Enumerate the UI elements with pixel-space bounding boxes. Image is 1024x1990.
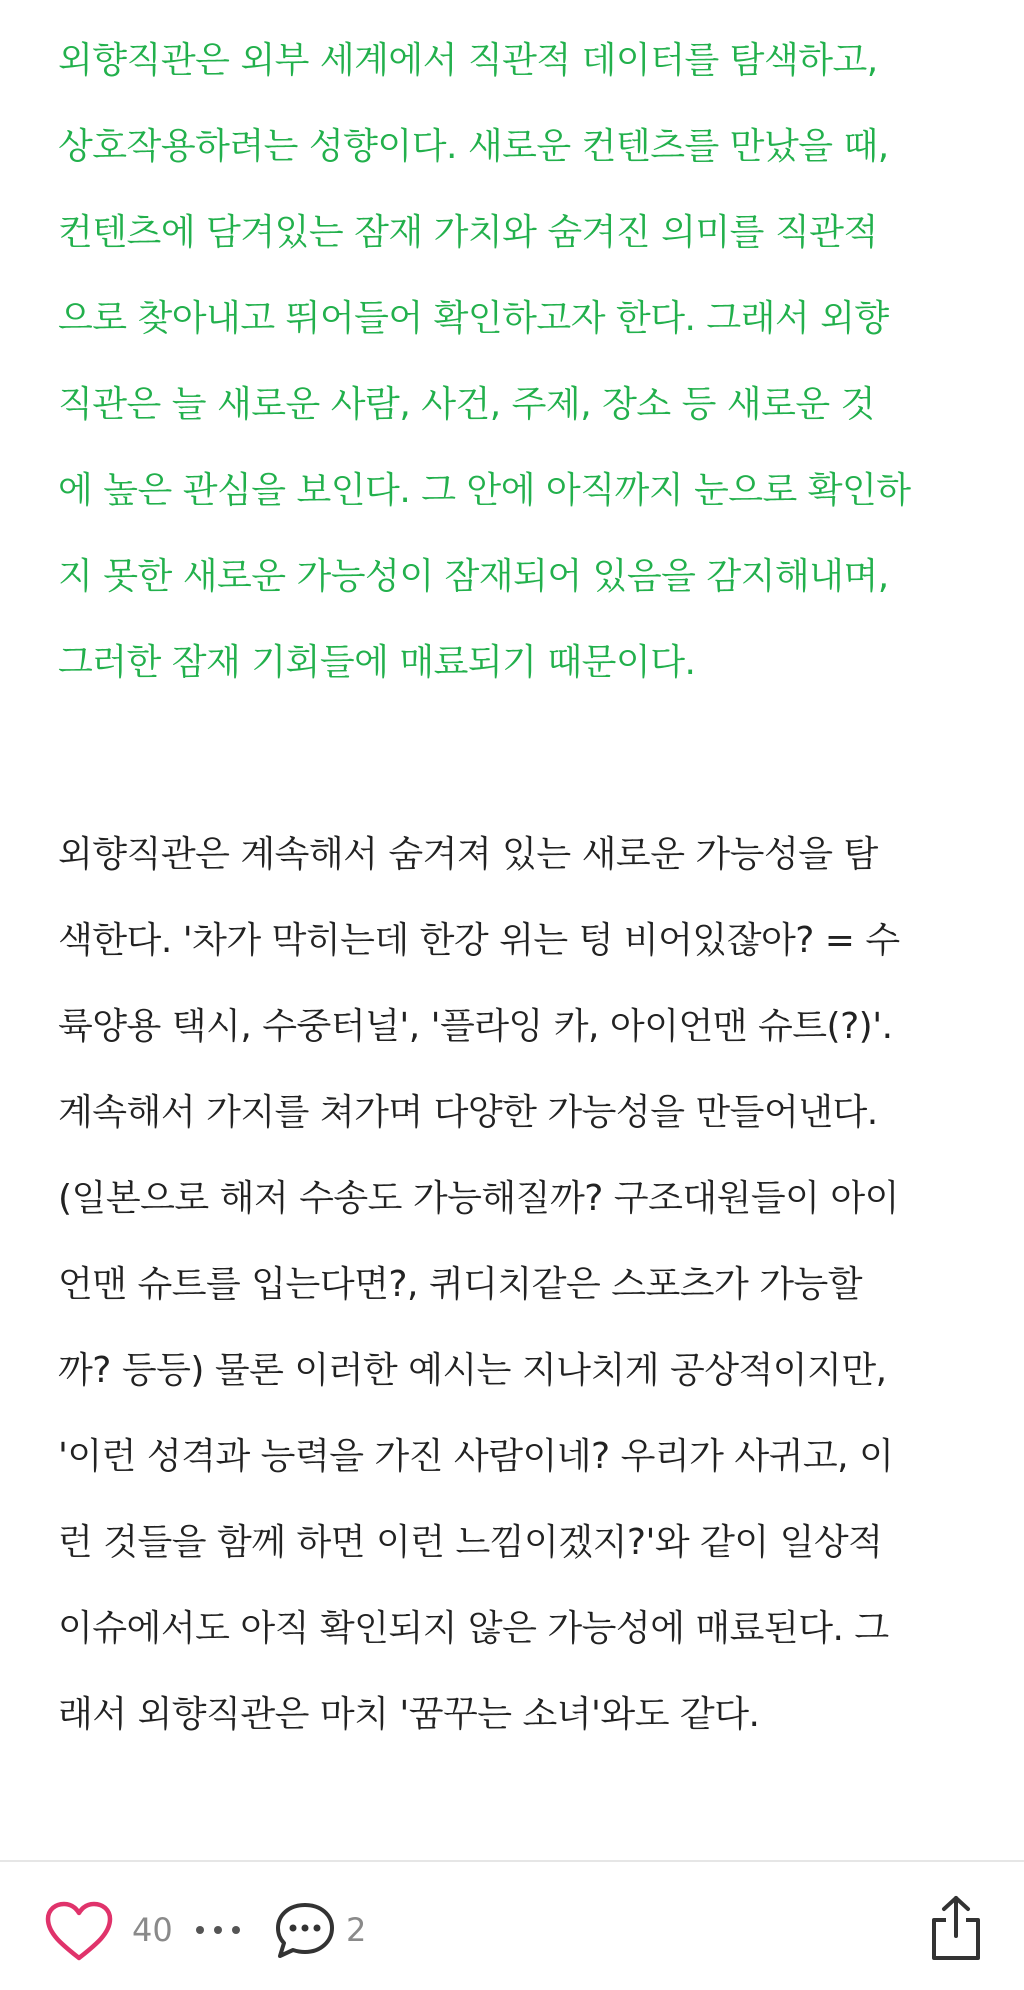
- speech-bubble-icon: [274, 1900, 336, 1962]
- text-line: 까? 등등) 물론 이러한 예시는 지나치게 공상적이지만,: [58, 1350, 887, 1391]
- text-line: 외향직관은 계속해서 숨겨져 있는 새로운 가능성을 탐: [58, 834, 878, 875]
- share-button[interactable]: [928, 1894, 984, 1962]
- text-line: 런 것들을 함께 하면 이런 느낌이겠지?'와 같이 일상적: [58, 1522, 883, 1563]
- article-body: [58, 18, 966, 1758]
- paragraph-black: [58, 812, 966, 1758]
- more-dots-icon: [192, 1904, 244, 1956]
- share-icon: [928, 1894, 984, 1962]
- comment-count: 2: [346, 1911, 367, 1949]
- paragraph-green: [58, 18, 966, 706]
- text-line: (일본으로 해저 수송도 가능해질까? 구조대원들이 아이: [58, 1178, 899, 1219]
- like-button[interactable]: [44, 1900, 114, 1962]
- text-line: 래서 외향직관은 마치 '꿈꾸는 소녀'와도 같다.: [58, 1694, 760, 1735]
- text-line: 컨텐츠에 담겨있는 잠재 가치와 숨겨진 의미를 직관적: [58, 212, 878, 253]
- bottom-action-bar: [0, 1860, 1024, 1990]
- text-line: 지 못한 새로운 가능성이 잠재되어 있음을 감지해내며,: [58, 556, 889, 597]
- text-line: 외향직관은 외부 세계에서 직관적 데이터를 탐색하고,: [58, 40, 878, 81]
- text-line: 에 높은 관심을 보인다. 그 안에 아직까지 눈으로 확인하: [58, 470, 911, 511]
- like-count: 40: [132, 1911, 173, 1949]
- text-line: 륙양용 택시, 수중터널', '플라잉 카, 아이언맨 슈트(?)'.: [58, 1006, 893, 1047]
- more-button[interactable]: [192, 1904, 244, 1956]
- comment-button[interactable]: [274, 1900, 336, 1962]
- text-line: 직관은 늘 새로운 사람, 사건, 주제, 장소 등 새로운 것: [58, 384, 875, 425]
- text-line: 색한다. '차가 막히는데 한강 위는 텅 비어있잖아? = 수: [58, 920, 900, 961]
- text-line: 으로 찾아내고 뛰어들어 확인하고자 한다. 그래서 외향: [58, 298, 889, 339]
- text-line: 이슈에서도 아직 확인되지 않은 가능성에 매료된다. 그: [58, 1608, 889, 1649]
- text-line: 상호작용하려는 성향이다. 새로운 컨텐츠를 만났을 때,: [58, 126, 889, 167]
- text-line: 언맨 슈트를 입는다면?, 퀴디치같은 스포츠가 가능할: [58, 1264, 863, 1305]
- text-line: '이런 성격과 능력을 가진 사람이네? 우리가 사귀고, 이: [58, 1436, 894, 1477]
- text-line: 계속해서 가지를 쳐가며 다양한 가능성을 만들어낸다.: [58, 1092, 878, 1133]
- text-line: 그러한 잠재 기회들에 매료되기 때문이다.: [58, 642, 696, 683]
- heart-outline-icon: [44, 1900, 114, 1962]
